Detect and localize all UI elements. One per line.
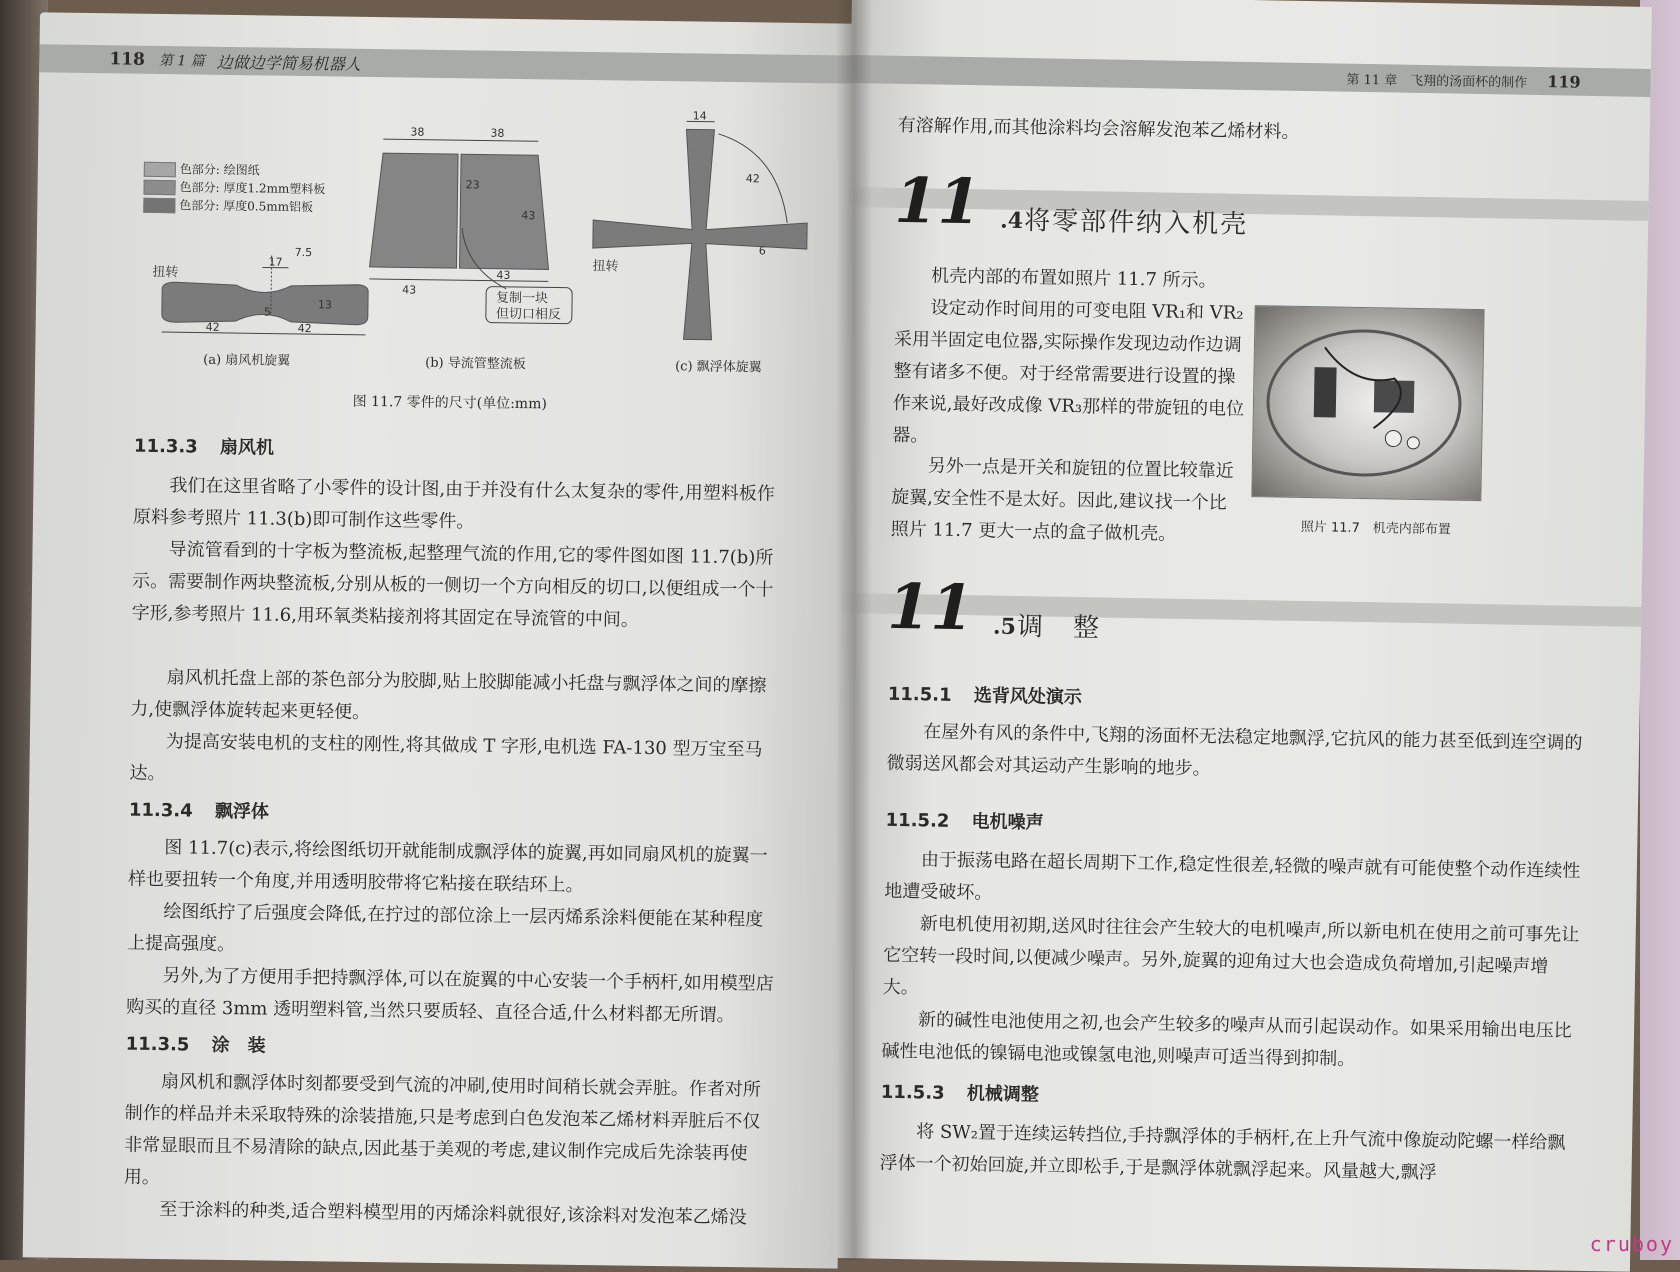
subcaption-a: (a) 扇风机旋翼 <box>203 349 290 369</box>
twist-label-a: 扭转 <box>152 264 178 280</box>
paragraph: 机壳内部的布置如照片 11.7 所示。 <box>895 260 1595 304</box>
legend-label: 色部分: 绘图纸 <box>180 160 260 179</box>
section-title: 调 整 <box>1017 606 1102 644</box>
dim-43-side: 43 <box>521 209 535 222</box>
paragraph: 另外一点是开关和旋钮的位置比较靠近旋翼,安全性不是太好。因此,建议找一个比照片 11.7 更大一点的盒子做机壳。 <box>890 450 1244 552</box>
dim-14: 14 <box>693 109 707 122</box>
figure-drawings <box>35 12 855 403</box>
part-label: 第 1 篇 <box>159 50 205 71</box>
section-heading-11-5 <box>841 585 1642 659</box>
section-title: 将零部件纳入机壳 <box>1024 200 1249 241</box>
section-heading-11-5-2: 11.5.2 电机噪声 <box>885 806 1043 835</box>
section-heading-11-3-4: 11.3.4 飘浮体 <box>129 796 269 824</box>
fan-rotor-drawing <box>152 244 369 336</box>
chapter-label: 第 11 章 飞翔的汤面杯的制作 <box>1346 68 1527 90</box>
paragraph: 另外,为了方便用手把持飘浮体,可以在旋翼的中心安装一个手柄杆,如用模型店购买的直径 3mm 透明塑料管,当然只要质轻、直径合适,什么材料都无所谓。 <box>126 960 777 1033</box>
floating-rotor-drawing <box>592 108 809 341</box>
dim-43-bottom-left: 43 <box>402 283 416 296</box>
dim-43-bottom-right: 43 <box>496 269 510 282</box>
dim-5: 5 <box>264 305 271 318</box>
paragraph: 设定动作时间用的可变电阻 VR₁和 VR₂采用半固定电位器,实际操作发现边动作边调整有诸多不便。对于经常需要进行设置的操作来说,最好改成像 VR₃那样的带旋钮的电位器。 <box>892 292 1247 458</box>
paragraph: 扇风机托盘上部的茶色部分为胶脚,贴上胶脚能减小托盘与飘浮体之间的摩擦力,使飘浮体旋转起来更轻便。 <box>130 662 781 735</box>
paragraph: 将 SW₂置于连续运转挡位,手持飘浮体的手柄杆,在上升气流中像旋动陀螺一样给飘浮体一个初始回旋,并立即松手,于是飘浮体就飘浮起来。风量越大,飘浮 <box>879 1116 1580 1192</box>
paragraph: 扇风机和飘浮体时刻都要受到气流的冲刷,使用时间稍长就会弄脏。作者对所制作的样品并未采取特殊的涂装措施,只是考虑到白色发泡苯乙烯材料弄脏后不仅非常显眼而且不易清除的缺点,因此基于美观的考虑,建议制作完成后先涂装再使用。 <box>124 1066 776 1203</box>
flow-straightener-drawing <box>369 125 575 324</box>
page-number: 118 <box>109 49 145 69</box>
subcaption-b: (b) 导流管整流板 <box>425 352 526 372</box>
right-page <box>830 0 1652 1272</box>
dim-23: 23 <box>466 178 480 191</box>
dim-42-c: 42 <box>746 172 760 185</box>
paragraph: 新的碱性电池使用之初,也会产生较多的噪声从而引起误动作。如果采用输出电压比碱性电池低的镍镉电池或镍氢电池,则噪声可适当得到抑制。 <box>881 1004 1582 1080</box>
section-heading-11-5-1: 11.5.1 选背风处演示 <box>888 680 1082 709</box>
photo-circuit-board <box>1252 306 1483 500</box>
section-subnumber: .4 <box>1000 208 1023 234</box>
twist-label-c: 扭转 <box>592 258 618 274</box>
section-heading-11-3-5: 11.3.5 涂 装 <box>125 1030 265 1058</box>
page-number: 119 <box>1547 72 1581 92</box>
dim-17: 17 <box>268 256 282 269</box>
section-heading-11-4 <box>848 179 1649 253</box>
section-subnumber: .5 <box>993 614 1016 640</box>
section-heading-11-5-3: 11.5.3 机械调整 <box>881 1078 1039 1107</box>
paragraph: 我们在这里省略了小零件的设计图,由于并没有什么太复杂的零件,用塑料板作原料参考照片 11.3(b)即可制作这些零件。 <box>133 470 784 543</box>
figure-caption: 图 11.7 零件的尺寸(单位:mm) <box>353 391 548 414</box>
paragraph: 绘图纸拧了后强度会降低,在拧过的部位涂上一层丙烯系涂料便能在某种程度上提高强度。 <box>127 896 778 969</box>
legend-label: 色部分: 厚度1.2mm塑料板 <box>179 178 325 198</box>
paragraph: 导流管看到的十字板为整流板,起整理气流的作用,它的零件图如图 11.7(b)所示。需要制作两块整流板,分别从板的一侧切一个方向相反的切口,以便组成一个十字形,参考照片 11.6,用环氧类粘接剂将其固定在导流管的中间。 <box>131 534 782 639</box>
photo-caption: 照片 11.7 机壳内部布置 <box>1301 516 1451 538</box>
paragraph: 在屋外有风的条件中,飞翔的汤面杯无法稳定地飘浮,它抗风的能力甚至低到连空调的微弱送风都会对其运动产生影响的地步。 <box>886 716 1587 792</box>
note-copy: 复制一块 <box>496 290 548 307</box>
dim-6: 6 <box>759 244 766 257</box>
dim-42-right: 42 <box>298 322 312 335</box>
dim-7-5: 7.5 <box>295 246 313 259</box>
legend-label: 色部分: 厚度0.5mm铝板 <box>179 196 313 216</box>
dim-13: 13 <box>318 298 332 311</box>
paragraph: 图 11.7(c)表示,将绘图纸切开就能制成飘浮体的旋翼,再如同扇风机的旋翼一样也要扭转一个角度,并用透明胶带将它粘接在联结环上。 <box>128 832 779 905</box>
note-reversed-cut: 但切口相反 <box>496 306 561 323</box>
paragraph: 有溶解作用,而其他涂料均会溶解发泡苯乙烯材料。 <box>897 110 1597 154</box>
part-title: 边做边学简易机器人 <box>217 49 361 74</box>
left-page <box>23 12 855 1268</box>
paragraph: 为提高安装电机的支柱的刚性,将其做成 T 字形,电机选 FA-130 型万宝至马达。 <box>129 726 780 799</box>
paragraph: 至于涂料的种类,适合塑料模型用的丙烯涂料就很好,该涂料对发泡苯乙烯没 <box>123 1194 773 1235</box>
paragraph: 由于振荡电路在超长周期下工作,稳定性很差,轻微的噪声就有可能使整个动作连续性地遭受破坏。 <box>884 844 1585 920</box>
book-gutter <box>836 0 872 1260</box>
running-header-right <box>850 55 1650 97</box>
dim-38-right: 38 <box>490 127 504 140</box>
dim-38-left: 38 <box>410 125 424 138</box>
paragraph: 新电机使用初期,送风时往往会产生较大的电机噪声,所以新电机在使用之前可事先让它空转一段时间,以便减少噪声。另外,旋翼的迎角过大也会造成负荷增加,引起噪声增大。 <box>882 908 1584 1016</box>
section-heading-11-3-3: 11.3.3 扇风机 <box>134 432 274 460</box>
photo-case-interior <box>1251 305 1484 501</box>
watermark: cruboy <box>1590 1232 1674 1256</box>
subcaption-c: (c) 飘浮体旋翼 <box>675 355 762 375</box>
dim-42-left: 42 <box>206 321 220 334</box>
section-number: 11 <box>887 576 974 639</box>
section-number: 11 <box>894 170 981 233</box>
